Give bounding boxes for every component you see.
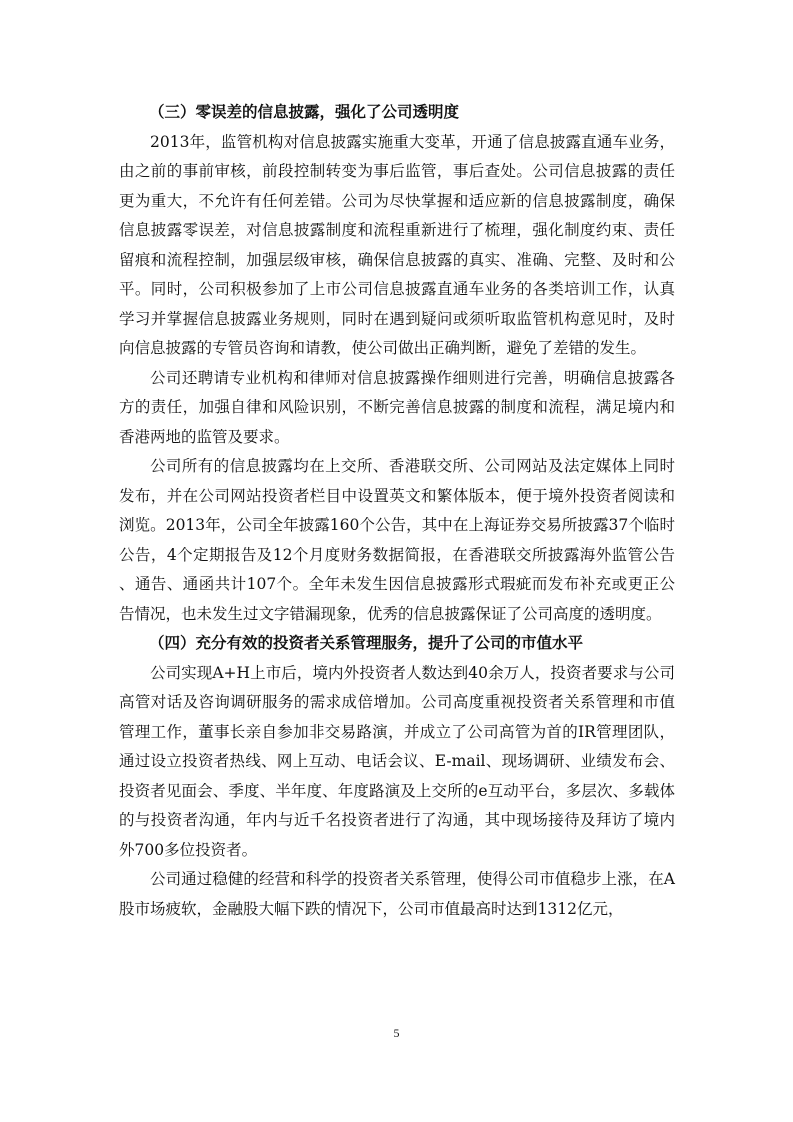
paragraph: 公司实现A+H上市后，境内外投资者人数达到40余万人，投资者要求与公司高管对话及咨询调研服务的需求成倍增加。公司高度重视投资者关系管理和市值管理工作，董事长亲自参加非交易路演，并成立了公司高管为首的IR管理团队，通过设立投资者热线、网上互动、电话会议、E-mail、现场调研、业绩发布会、投资者见面会、季度、半年度、年度路演及上交所的e互动平台，多层次、多载体的与投资者沟通，年内与近千名投资者进行了沟通，其中现场接待及拜访了境内外700多位投资者。 — [119, 663, 675, 859]
section-four — [119, 629, 675, 924]
paragraph: 公司通过稳健的经营和科学的投资者关系管理，使得公司市值稳步上涨，在A股市场疲软，金融股大幅下跌的情况下，公司市值最高时达到1312亿元， — [119, 870, 675, 918]
section-heading-three: （三）零误差的信息披露，强化了公司透明度 — [149, 103, 460, 121]
page-number: 5 — [393, 1026, 400, 1040]
page-body — [119, 98, 675, 924]
section-three — [119, 98, 675, 629]
paragraph: 公司所有的信息披露均在上交所、香港联交所、公司网站及法定媒体上同时发布，并在公司网站投资者栏目中设置英文和繁体版本，便于境外投资者阅读和浏览。2013年，公司全年披露160个公告，其中在上海证券交易所披露37个临时公告，4个定期报告及12个月度财务数据简报，在香港联交所披露海外监管公告、通告、通函共计107个。全年未发生因信息披露形式瑕疵而发布补充或更正公告情况，也未发生过文字错漏现象，优秀的信息披露保证了公司高度的透明度。 — [119, 457, 675, 623]
paragraph: 公司还聘请专业机构和律师对信息披露操作细则进行完善，明确信息披露各方的责任，加强自律和风险识别，不断完善信息披露的制度和流程，满足境内和香港两地的监管及要求。 — [119, 368, 675, 446]
section-heading-four: （四）充分有效的投资者关系管理服务，提升了公司的市值水平 — [149, 634, 584, 652]
paragraph: 2013年，监管机构对信息披露实施重大变革，开通了信息披露直通车业务，由之前的事前审核，前段控制转变为事后监管，事后查处。公司信息披露的责任更为重大，不允许有任何差错。公司为尽快掌握和适应新的信息披露制度，确保信息披露零误差，对信息披露制度和流程重新进行了梳理，强化制度约束、责任留痕和流程控制，加强层级审核，确保信息披露的真实、准确、完整、及时和公平。同时，公司积极参加了上市公司信息披露直通车业务的各类培训工作，认真学习并掌握信息披露业务规则，同时在遇到疑问或须听取监管机构意见时，及时向信息披露的专管员咨询和请教，使公司做出正确判断，避免了差错的发生。 — [119, 132, 675, 357]
